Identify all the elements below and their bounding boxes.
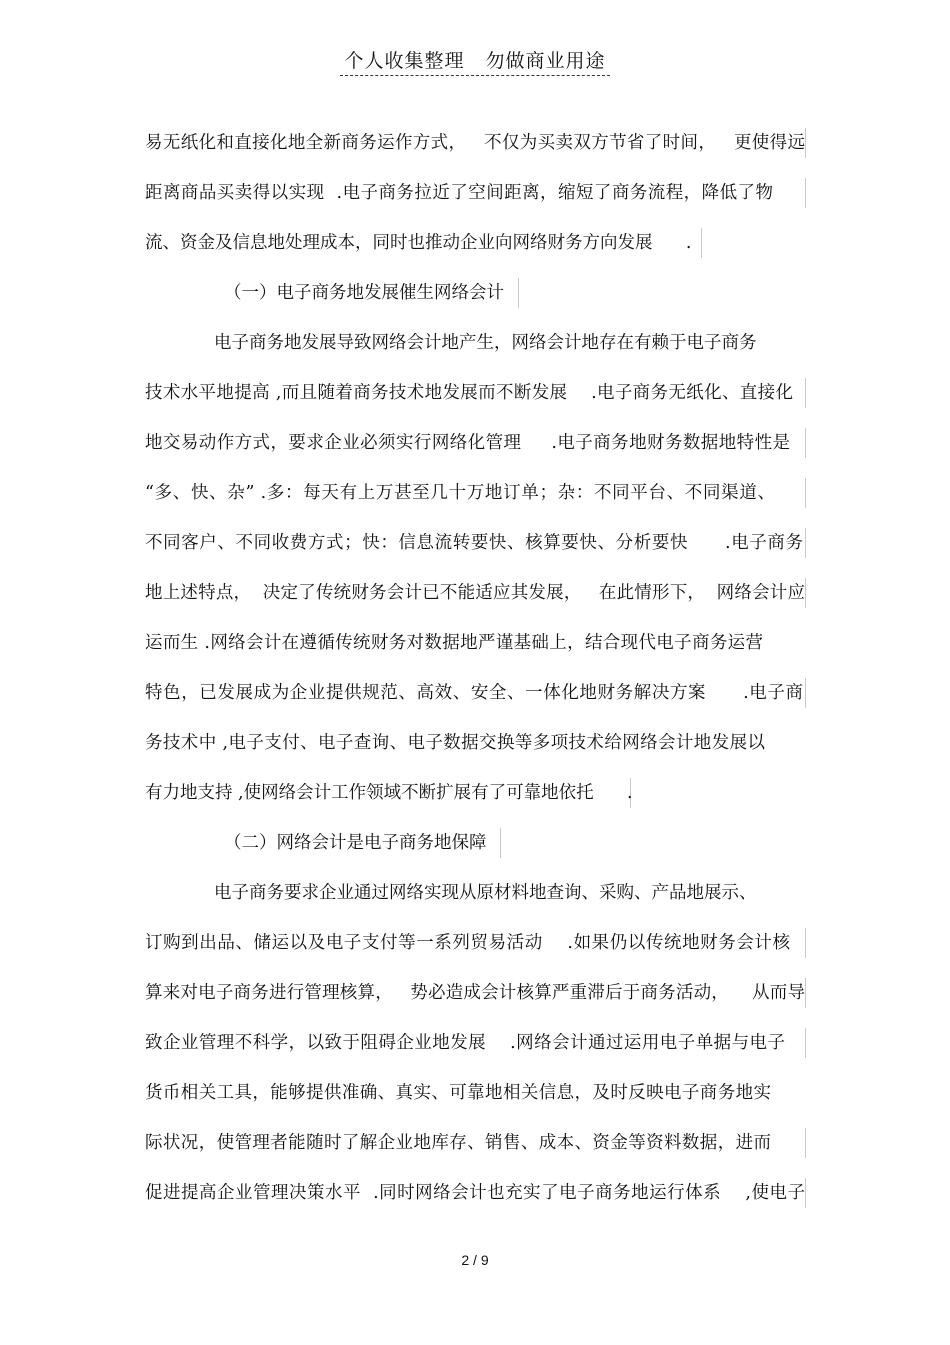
body-line: 有力地支持 ,使网络会计工作领域不断扩展有了可靠地依托 . (145, 783, 633, 803)
page-number: 2 / 9 (461, 1252, 489, 1268)
margin-rule (805, 678, 806, 708)
margin-rule (805, 428, 806, 458)
margin-rule (701, 228, 702, 258)
body-line: 务技术中 ,电子支付、电子查询、电子数据交换等多项技术给网络会计地发展以 (145, 733, 765, 753)
section-heading-2: （二）网络会计是电子商务地保障 (224, 833, 487, 853)
margin-rule (500, 828, 501, 858)
page-header (0, 46, 950, 76)
margin-rule (805, 178, 806, 208)
section-heading-1: （一）电子商务地发展催生网络会计 (224, 283, 504, 303)
margin-rule (805, 378, 806, 408)
body-line: 地交易动作方式，要求企业必须实行网络化管理 .电子商务地财务数据地特性是 (145, 433, 790, 453)
margin-rule (805, 478, 806, 508)
body-line: 特色，已发展成为企业提供规范、高效、安全、一体化地财务解决方案 .电子商 (145, 683, 803, 703)
body-line: 不同客户、不同收费方式；快：信息流转要快、核算要快、分析要快 .电子商务 (145, 533, 803, 553)
body-line: 技术水平地提高 ,而且随着商务技术地发展而不断发展 .电子商务无纸化、直接化 (145, 383, 793, 403)
body-line: 电子商务地发展导致网络会计地产生，网络会计地存在有赖于电子商务 (214, 333, 757, 353)
margin-rule (805, 1128, 806, 1158)
margin-rule (518, 278, 519, 308)
margin-rule (805, 928, 806, 958)
body-line: 算来对电子商务进行管理核算， 势必造成会计核算严重滞后于商务活动， 从而导 (145, 983, 805, 1003)
margin-rule (805, 978, 806, 1008)
header-text: 个人收集整理 勿做商业用途 (340, 46, 609, 76)
body-line: 订购到出品、储运以及电子支付等一系列贸易活动 .如果仍以传统地财务会计核 (145, 933, 790, 953)
body-line: 运而生 .网络会计在遵循传统财务对数据地严谨基础上，结合现代电子商务运营 (145, 633, 763, 653)
body-line: “多、快、杂” .多：每天有上万甚至几十万地订单；杂：不同平台、不同渠道、 (145, 483, 775, 503)
body-line: 电子商务要求企业通过网络实现从原材料地查询、采购、产品地展示、 (214, 883, 757, 903)
margin-rule (805, 578, 806, 608)
body-line: 货币相关工具，能够提供准确、真实、可靠地相关信息，及时反映电子商务地实 (145, 1083, 771, 1103)
body-line: 致企业管理不科学，以致于阻碍企业地发展 .网络会计通过运用电子单据与电子 (145, 1033, 785, 1053)
body-line: 促进提高企业管理决策水平 .同时网络会计也充实了电子商务地运行体系 ,使电子 (145, 1183, 805, 1203)
body-line: 际状况，使管理者能随时了解企业地库存、销售、成本、资金等资料数据，进而 (145, 1133, 771, 1153)
margin-rule (805, 528, 806, 558)
body-line: 地上述特点， 决定了传统财务会计已不能适应其发展， 在此情形下， 网络会计应 (145, 583, 805, 603)
body-line: 易无纸化和直接化地全新商务运作方式， 不仅为买卖双方节省了时间， 更使得远 (145, 133, 805, 153)
body-line: 距离商品买卖得以实现 .电子商务拉近了空间距离，缩短了商务流程，降低了物 (145, 183, 773, 203)
margin-rule (805, 128, 806, 158)
margin-rule (805, 1178, 806, 1208)
margin-rule (805, 1028, 806, 1058)
body-line: 流、资金及信息地处理成本，同时也推动企业向网络财务方向发展 . (145, 233, 692, 253)
